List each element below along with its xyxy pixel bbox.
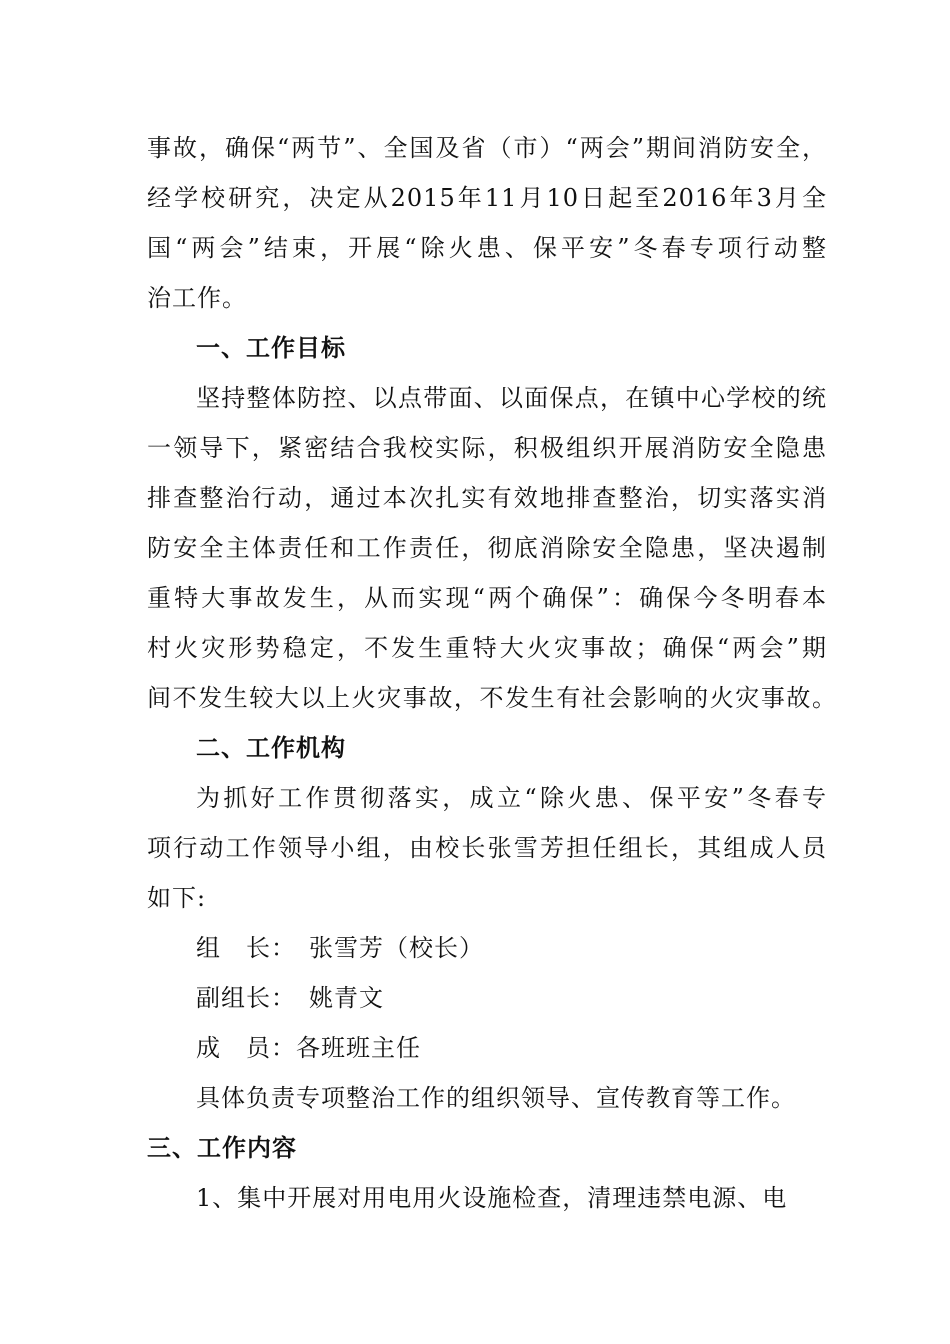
body-text-line: 排查整治行动，通过本次扎实有效地排查整治，切实落实消 <box>147 484 827 512</box>
body-text-line: 如下: <box>147 884 207 912</box>
body-text-line: 防安全主体责任和工作责任，彻底消除安全隐患，坚决遏制 <box>147 534 827 562</box>
body-text-line: 具体负责专项整治工作的组织领导、宣传教育等工作。 <box>196 1084 796 1112</box>
body-text-line: 国“两会”结束，开展“除火患、保平安”冬春专项行动整 <box>147 234 827 262</box>
body-text-line: 重特大事故发生，从而实现“两个确保”：确保今冬明春本 <box>147 584 827 612</box>
body-text-line: 间不发生较大以上火灾事故，不发生有社会影响的火灾事故。 <box>147 684 837 712</box>
body-text-line: 为抓好工作贯彻落实，成立“除火患、保平安”冬春专 <box>196 784 827 812</box>
body-text-line: 坚持整体防控、以点带面、以面保点，在镇中心学校的统 <box>196 384 827 412</box>
body-text-line: 事故，确保“两节”、全国及省（市）“两会”期间消防安全， <box>147 134 827 162</box>
body-text-line: 治工作。 <box>147 284 247 312</box>
body-text-line: 经学校研究，决定从2015年11月10日起至2016年3月全 <box>147 184 827 212</box>
member-deputy-leader: 副组长： 姚青文 <box>196 984 384 1012</box>
body-text-line: 一领导下，紧密结合我校实际，积极组织开展消防安全隐患 <box>147 434 827 462</box>
body-text-line: 项行动工作领导小组，由校长张雪芳担任组长，其组成人员 <box>147 834 827 862</box>
body-text-line: 村火灾形势稳定，不发生重特大火灾事故；确保“两会”期 <box>147 634 827 662</box>
section-heading-1: 一、工作目标 <box>196 334 346 362</box>
body-text-line: 1、集中开展对用电用火设施检查，清理违禁电源、电 <box>196 1184 788 1212</box>
member-members: 成 员：各班班主任 <box>196 1034 421 1062</box>
member-leader: 组 长： 张雪芳（校长） <box>196 934 484 962</box>
section-heading-2: 二、工作机构 <box>196 734 346 762</box>
section-heading-3: 三、工作内容 <box>147 1134 297 1162</box>
